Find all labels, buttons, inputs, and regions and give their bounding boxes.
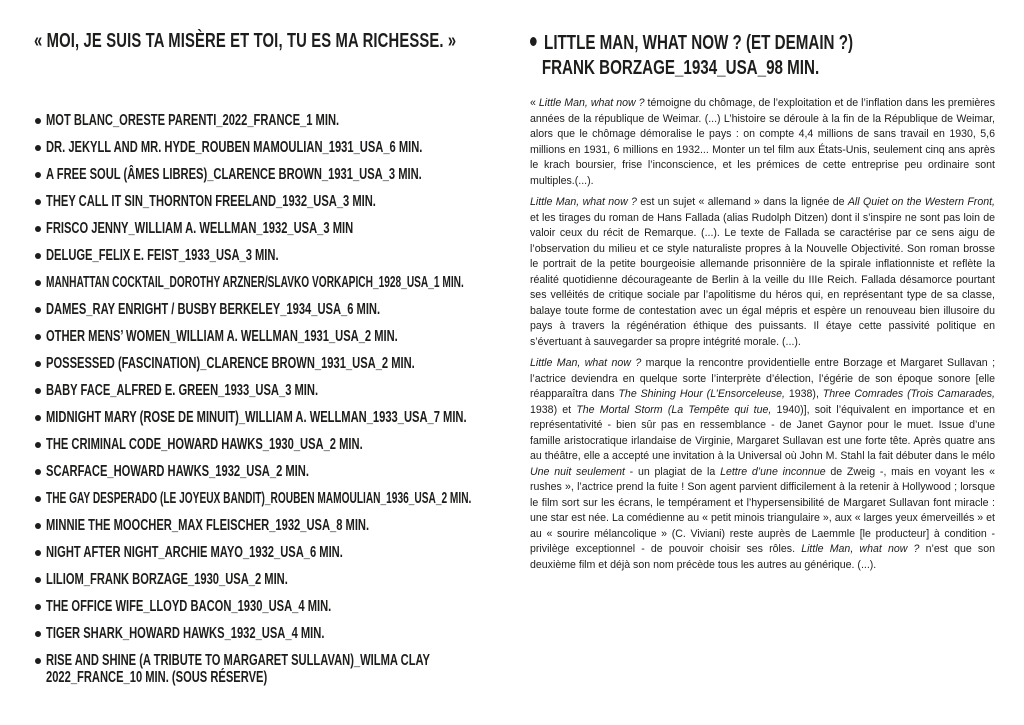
bullet-icon (35, 550, 41, 556)
text-run: est un sujet « allemand » dans la lignée de (636, 196, 848, 208)
feature-title-line-2: FRANK BORZAGE_1934_USA_98 MIN. (541, 56, 820, 79)
film-entry: OTHER MENS’ WOMEN_WILLIAM A. WELLMAN_1931_USA_2 MIN. (46, 328, 398, 345)
text-run: 1940)], soit l’équivalent en importance et en représentativité - bien sûr pas en ressemblance - de Janet Gaynor pour le muet. Issue d’une famille aristocratique irlandaise de Virginie, Margaret Sullavan est une forte tête. Après quatre ans au théâtre, elle a accepté une invitation à la Universal où John M. Stahl la fait débuter dans le mélo (530, 403, 995, 462)
paragraph-2 (530, 195, 995, 350)
text-run: n’est que son deuxième film et déjà son nom précède tous les autres au générique. (...). (530, 543, 996, 571)
feature-title (530, 30, 874, 80)
film-entry (46, 652, 430, 686)
film-title-italic: The Mortal Storm (La Tempête qui tue, (576, 403, 772, 416)
feature-description (530, 96, 995, 579)
film-entry: MOT BLANC_ORESTE PARENTI_2022_FRANCE_1 MIN. (46, 112, 340, 129)
paragraph-1 (530, 96, 995, 189)
program-title: « MOI, JE SUIS TA MISÈRE ET TOI, TU ES MA RICHESSE. » (34, 30, 457, 52)
film-entry: FRISCO JENNY_WILLIAM A. WELLMAN_1932_USA_3 MIN (46, 220, 354, 237)
bullet-icon (35, 334, 41, 340)
film-title-italic: Little Man, what now ? (530, 196, 637, 208)
bullet-icon (35, 118, 41, 124)
film-entry: BABY FACE_ALFRED E. GREEN_1933_USA_3 MIN. (46, 382, 319, 399)
bullet-icon (35, 658, 41, 664)
bullet-icon (35, 253, 41, 259)
text-run: de Zweig -, mais en voyant les « rushes », l’actrice prend la fuite ! Son agent parvient difficilement à la retenir à Hollywood ; lorsque le film sort sur les écrans, le tempérament et l’hypersensibilité de Margaret Sullavan font miracle : une star est née. La comédienne au « petit minois triangulaire », aux « larges yeux émerveillés » et au « sourire mélancolique » (C. Viviani) reste auprès de Laemmle [le producteur] à condition - privilège exceptionnel - de pouvoir choisir ses rôles. (530, 465, 996, 555)
bullet-icon (35, 631, 41, 637)
film-title-italic: Une nuit seulement (530, 465, 625, 478)
film-title-italic: All Quiet on the Western Front, (847, 196, 996, 208)
film-entry: LILIOM_FRANK BORZAGE_1930_USA_2 MIN. (46, 571, 288, 588)
film-entry: A FREE SOUL (ÂMES LIBRES)_CLARENCE BROWN_1931_USA_3 MIN. (46, 166, 422, 183)
film-entry: POSSESSED (FASCINATION)_CLARENCE BROWN_1931_USA_2 MIN. (46, 355, 415, 372)
film-entry: THE GAY DESPERADO (LE JOYEUX BANDIT)_ROUBEN MAMOULIAN_1936_USA_2 MIN. (46, 490, 472, 507)
bullet-icon (35, 172, 41, 178)
film-title-italic: Little Man, what now ? (530, 357, 642, 369)
bullet-icon (35, 388, 41, 394)
text-run: « (530, 97, 539, 109)
bullet-icon (35, 415, 41, 421)
film-title-italic: Three Comrades (Trois Camarades, (822, 388, 995, 400)
bullet-icon (35, 361, 41, 367)
film-entry: SCARFACE_HOWARD HAWKS_1932_USA_2 MIN. (46, 463, 309, 480)
text-run: marque la rencontre providentielle entre Borzage et Margaret Sullavan ; l’actrice deviendra en quelque sorte l’interprète d’élection, l’égérie de son époque sonore [elle réapparaîtra dans (530, 357, 996, 400)
bullet-icon (35, 523, 41, 529)
film-entry: MANHATTAN COCKTAIL_DOROTHY ARZNER/SLAVKO VORKAPICH_1928_USA_1 MIN. (46, 274, 464, 291)
film-entry: DELUGE_FELIX E. FEIST_1933_USA_3 MIN. (46, 247, 279, 264)
bullet-icon (35, 280, 41, 286)
feature-title-line-1: LITTLE MAN, WHAT NOW ? (ET DEMAIN ?) (544, 31, 854, 54)
film-entry: MIDNIGHT MARY (ROSE DE MINUIT)_WILLIAM A. WELLMAN_1933_USA_7 MIN. (46, 409, 467, 426)
bullet-icon (35, 307, 41, 313)
bullet-icon (35, 496, 41, 502)
bullet-icon (35, 577, 41, 583)
film-title-italic: Little Man, what now ? (538, 97, 645, 109)
film-entry: DR. JEKYLL AND MR. HYDE_ROUBEN MAMOULIAN_1931_USA_6 MIN. (46, 139, 423, 156)
film-entry: MINNIE THE MOOCHER_MAX FLEISCHER_1932_USA_8 MIN. (46, 517, 370, 534)
text-run: témoigne du chômage, de l’exploitation et de l’inflation dans les premières années de la république de Weimar. (...) L’histoire se déroule à la fin de la République de Weimar, alors que le chômage démoralise le pays : on compte 4,4 millions de sans travail en 1930, 5,6 millions en 1931, 6 millions en 1932... Monter un tel film aux États-Unis, seulement cinq ans après le krach boursier, frise l’inconscience, et les prémices de cette entreprise peu ordinaire sont multiples.(...). (530, 97, 995, 187)
film-entry: THE OFFICE WIFE_LLOYD BACON_1930_USA_4 MIN. (46, 598, 332, 615)
film-title-italic: Little Man, what now ? (801, 543, 920, 555)
film-entry: TIGER SHARK_HOWARD HAWKS_1932_USA_4 MIN. (46, 625, 325, 642)
film-entry-line-2: 2022_FRANCE_10 MIN. (SOUS RÉSERVE) (46, 669, 268, 686)
text-run: 1938), (784, 388, 823, 400)
film-entry-line-1: RISE AND SHINE (A TRIBUTE TO MARGARET SULLAVAN)_WILMA CLAY (46, 652, 430, 669)
film-title-italic: The Shining Hour (L’Ensorceleuse, (618, 388, 785, 400)
right-column (530, 30, 996, 571)
bullet-icon (35, 469, 41, 475)
paragraph-3 (530, 356, 995, 573)
bullet-icon (35, 226, 41, 232)
film-entry: NIGHT AFTER NIGHT_ARCHIE MAYO_1932_USA_6 MIN. (46, 544, 343, 561)
bullet-icon (530, 37, 537, 46)
text-run: 1938) et (530, 403, 577, 416)
bullet-icon (35, 442, 41, 448)
bullet-icon (35, 604, 41, 610)
film-title-italic: Lettre d’une inconnue (720, 465, 826, 478)
left-column (34, 30, 504, 686)
bullet-icon (35, 199, 41, 205)
text-run: et les tirages du roman de Hans Fallada (alias Rudolph Ditzen) dont il s’inspire ne sont pas loin de valoir ceux du récit de Remarque. (...). Le texte de Fallada se caractérise par ce sens aigu de l’observation du milieu et ce style naturaliste propres à la Nouvelle Objectivité. Son roman brosse le portrait de la petite bourgeoisie allemande prisonnière de la spirale inflationniste et reflète la réalité quotidienne décourageante de Berlin à la veille du IIIe Reich. Fallada désamorce pourtant ses velléités de critique sociale par l’apolitisme du héros qui, en représentant type de sa classe, balaye toute forme de contestation avec un égal mépris et espère un renouveau bien illusoire du pays à travers la régénération éthique des puissants. Il étaye cette passivité politique en s’évertuant à sauvegarder sa propre intégrité morale. (...). (530, 211, 995, 348)
bullet-icon (35, 145, 41, 151)
film-entry: DAMES_RAY ENRIGHT / BUSBY BERKELEY_1934_USA_6 MIN. (46, 301, 381, 318)
film-entry: THEY CALL IT SIN_THORNTON FREELAND_1932_USA_3 MIN. (46, 193, 376, 210)
film-entry: THE CRIMINAL CODE_HOWARD HAWKS_1930_USA_2 MIN. (46, 436, 363, 453)
text-run: - un plagiat de la (624, 465, 721, 478)
